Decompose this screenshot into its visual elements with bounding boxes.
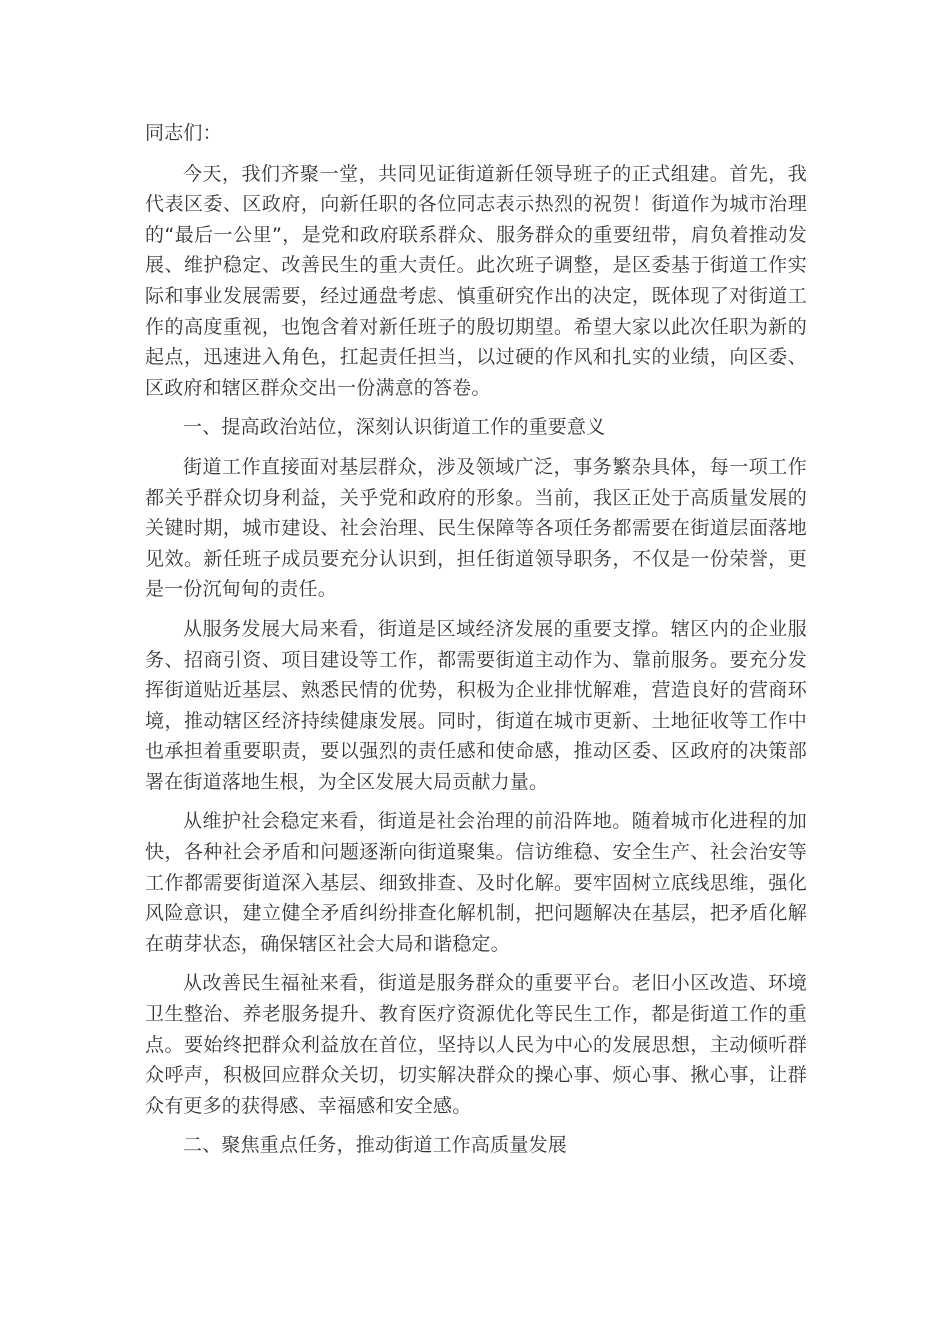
section-heading-1: 一、提高政治站位，深刻认识街道工作的重要意义 <box>183 416 606 439</box>
opening-paragraph: 今天，我们齐聚一堂，共同见证街道新任领导班子的正式组建。首先，我代表区委、区政府，向新任职的各位同志表示热烈的祝贺！街道作为城市治理的“最后一公里”，是党和政府联系群众、服务群众的重要纽带，肩负着推动发展、维护稳定、改善民生的重大责任。此次班子调整，是区委基于街道工作实际和事业发展需要，经过通盘考虑、慎重研究作出的决定，既体现了对街道工作的高度重视，也饱含着对新任班子的殷切期望。希望大家以此次任职为新的起点，迅速进入角色，扛起责任担当，以过硬的作风和扎实的业绩，向区委、区政府和辖区群众交出一份满意的答卷。 <box>145 162 807 399</box>
document-page <box>145 118 807 1170</box>
body-paragraph: 从维护社会稳定来看，街道是社会治理的前沿阵地。随着城市化进程的加快，各种社会矛盾和问题逐渐向街道聚集。信访维稳、安全生产、社会治安等工作都需要街道深入基层、细致排查、及时化解。要牢固树立底线思维，强化风险意识，建立健全矛盾纠纷排查化解机制，把问题解决在基层，把矛盾化解在萌芽状态，确保辖区社会大局和谐稳定。 <box>145 810 807 955</box>
body-paragraph: 街道工作直接面对基层群众，涉及领域广泛，事务繁杂具体，每一项工作都关乎群众切身利益，关乎党和政府的形象。当前，我区正处于高质量发展的关键时期，城市建设、社会治理、民生保障等各项任务都需要在街道层面落地见效。新任班子成员要充分认识到，担任街道领导职务，不仅是一份荣誉，更是一份沉甸甸的责任。 <box>145 455 807 601</box>
section-heading-2: 二、聚焦重点任务，推动街道工作高质量发展 <box>183 1134 568 1157</box>
salutation: 同志们： <box>145 122 222 144</box>
body-paragraph: 从改善民生福祉来看，街道是服务群众的重要平台。老旧小区改造、环境卫生整治、养老服务提升、教育医疗资源优化等民生工作，都是街道工作的重点。要始终把群众利益放在首位，坚持以人民为中心的发展思想，主动倾听群众呼声，积极回应群众关切，切实解决群众的操心事、烦心事、揪心事，让群众有更多的获得感、幸福感和安全感。 <box>145 972 807 1117</box>
body-paragraph: 从服务发展大局来看，街道是区域经济发展的重要支撑。辖区内的企业服务、招商引资、项目建设等工作，都需要街道主动作为、靠前服务。要充分发挥街道贴近基层、熟悉民情的优势，积极为企业排忧解难，营造良好的营商环境，推动辖区经济持续健康发展。同时，街道在城市更新、土地征收等工作中也承担着重要职责，要以强烈的责任感和使命感，推动区委、区政府的决策部署在街道落地生根，为全区发展大局贡献力量。 <box>145 617 807 793</box>
